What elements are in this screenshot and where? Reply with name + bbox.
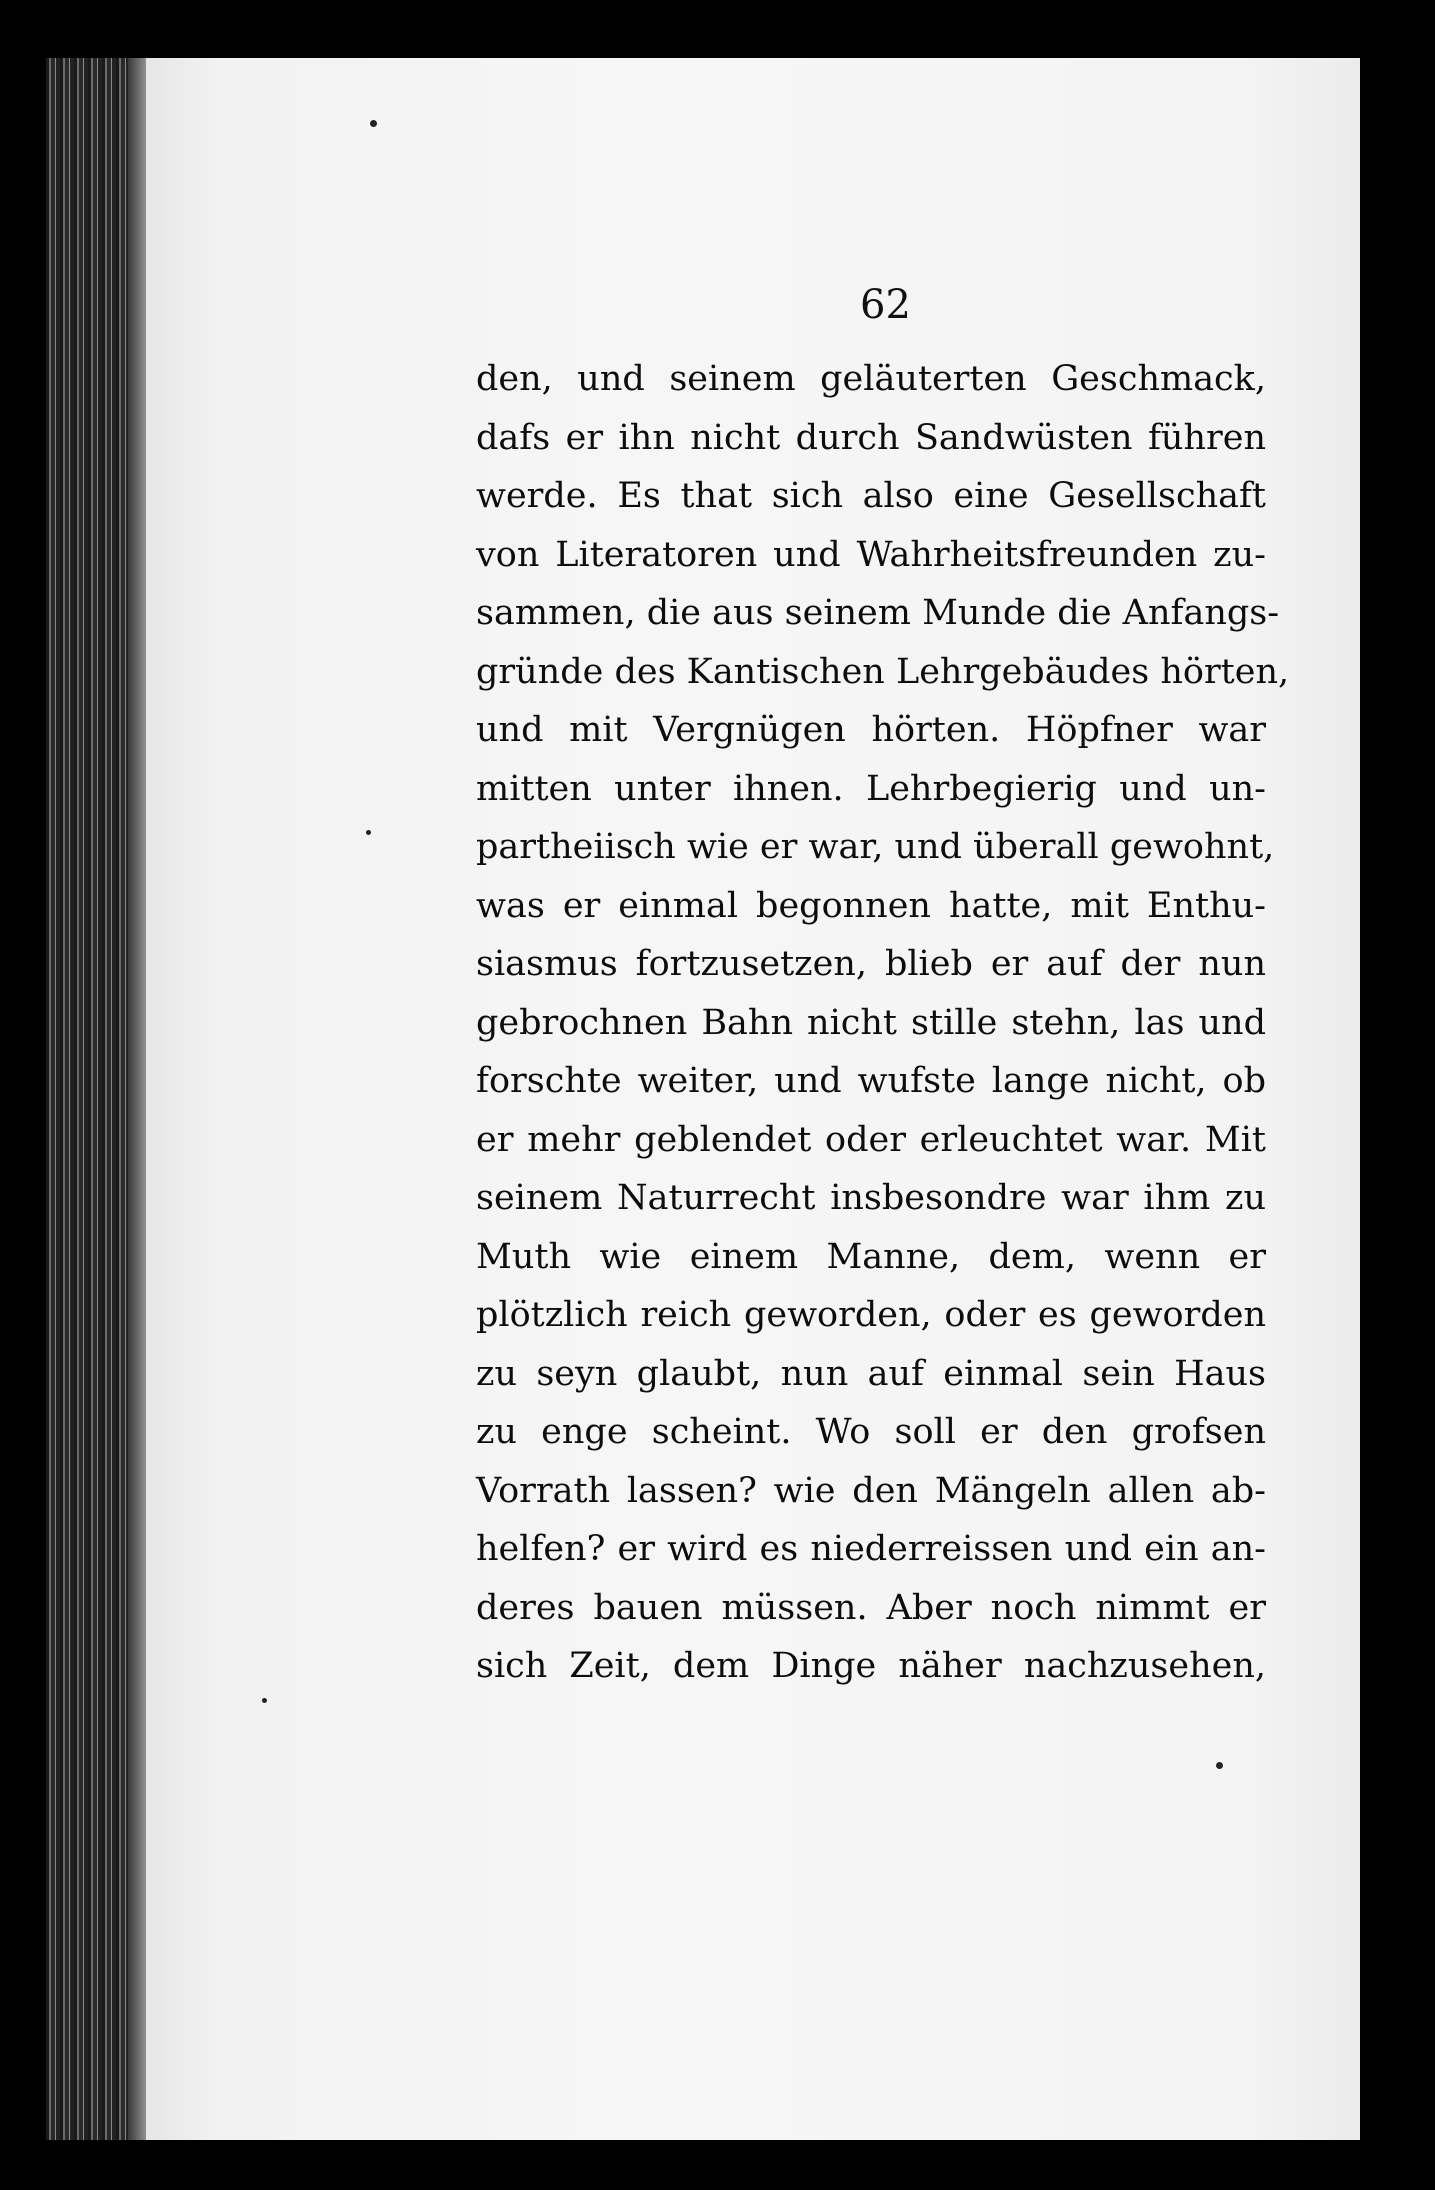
text-line: helfen? er wird es niederreissen und ein an- <box>476 1529 1266 1569</box>
text-line: gebrochnen Bahn nicht stille stehn, las und <box>476 1002 1266 1043</box>
text-line: dafs er ihn nicht durch Sandwüsten führen <box>476 417 1266 458</box>
text-line: sammen, die aus seinem Munde die Anfangs- <box>476 593 1280 633</box>
text-line: den, und seinem geläuterten Geschmack, <box>476 359 1266 399</box>
text-line: was er einmal begonnen hatte, mit Enthu- <box>476 885 1266 926</box>
book-gutter-shadow <box>128 58 148 2140</box>
body-text <box>476 350 1290 1696</box>
text-line: von Literatoren und Wahrheitsfreunden zu- <box>476 534 1266 575</box>
text-line: gründe des Kantischen Lehrgebäudes hörten, <box>476 651 1290 692</box>
text-line: sich Zeit, dem Dinge näher nachzusehen, <box>476 1646 1266 1686</box>
text-line: partheiisch wie er war, und überall gewohnt, <box>476 827 1275 867</box>
text-line: plötzlich reich geworden, oder es geworden <box>476 1295 1266 1335</box>
text-line: forschte weiter, und wufste lange nicht, ob <box>476 1061 1266 1101</box>
text-line: zu seyn glaubt, nun auf einmal sein Haus <box>476 1353 1266 1394</box>
text-line: seinem Naturrecht insbesondre war ihm zu <box>476 1178 1266 1218</box>
text-line: mitten unter ihnen. Lehrbegierig und un- <box>476 768 1266 809</box>
text-line: Vorrath lassen? wie den Mängeln allen ab- <box>476 1470 1266 1511</box>
paper-speck <box>366 830 371 835</box>
text-line: deres bauen müssen. Aber noch nimmt er <box>476 1587 1266 1628</box>
text-line: siasmus fortzusetzen, blieb er auf der nun <box>476 944 1266 984</box>
paper-speck <box>370 120 377 127</box>
text-line: und mit Vergnügen hörten. Höpfner war <box>476 710 1266 750</box>
paper-speck <box>1216 1762 1223 1769</box>
text-line: werde. Es that sich also eine Gesellschaft <box>476 476 1266 516</box>
paper-speck <box>262 1698 267 1703</box>
text-line: zu enge scheint. Wo soll er den grofsen <box>476 1412 1266 1452</box>
text-line: er mehr geblendet oder erleuchtet war. Mit <box>476 1119 1266 1160</box>
text-line: Muth wie einem Manne, dem, wenn er <box>476 1236 1266 1277</box>
page-number: 62 <box>860 282 911 328</box>
